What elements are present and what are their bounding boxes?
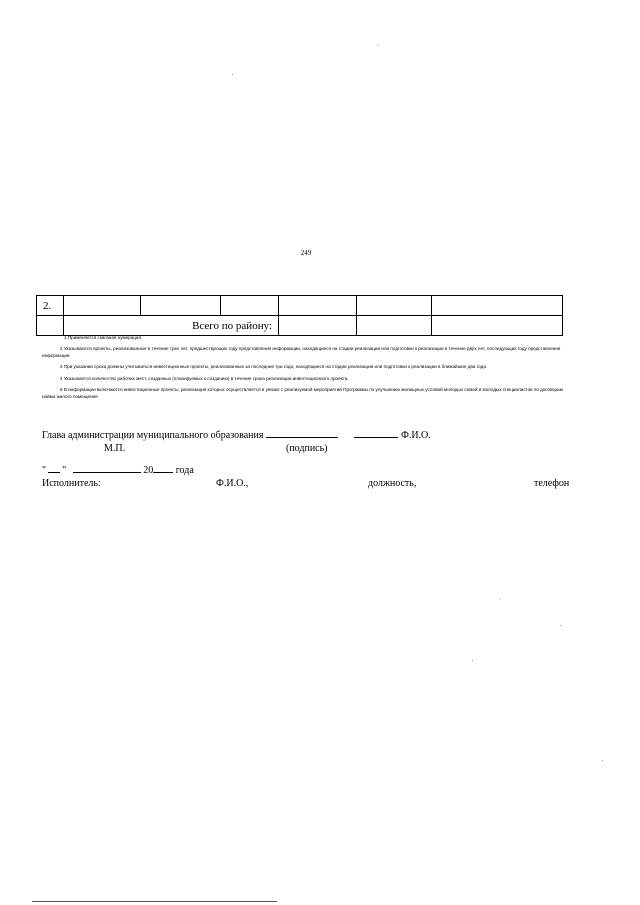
fio-label: Ф.И.О. [400, 430, 431, 441]
scan-speck [602, 760, 603, 761]
month-blank [73, 472, 141, 473]
scan-speck [500, 598, 501, 599]
table-cell [279, 296, 357, 316]
row-number-cell: 2. [37, 296, 64, 316]
date-line: " " 20 года [42, 465, 194, 476]
report-table [36, 295, 563, 336]
table-cell [64, 296, 141, 316]
head-signature-line [42, 430, 431, 441]
scan-speck [472, 660, 473, 661]
scan-speck [378, 45, 379, 46]
executor-position: должность, [368, 478, 417, 489]
executor-phone: телефон [534, 478, 570, 489]
table-cell [432, 296, 563, 316]
year-blank [153, 472, 173, 473]
footnote-3: 3 При указании срока должны учитываться инвестиционные проекты, реализованные за последние три года, находящиеся на стадии реализации или подготовки к реализации в ближайшие два года. [60, 364, 488, 370]
day-blank [48, 472, 60, 473]
executor-label: Исполнитель: [42, 478, 101, 489]
head-label: Глава администрации муниципального образования [42, 430, 264, 441]
table-cell [432, 316, 563, 336]
scan-speck [232, 74, 233, 75]
stamp-label: М.П. [104, 443, 126, 454]
footnotes [42, 335, 570, 405]
footnote-2: 2 Указываются проекты, реализованные в течение трех лет, предшествующих году представления информации, находящиеся на стадии реализации или подготовки к реализации в течение двух лет, последующих году представления информации [42, 346, 561, 359]
page-number: 249 [300, 249, 312, 257]
table-cell [357, 316, 432, 336]
scan-speck [560, 625, 561, 626]
signature-blank [266, 437, 338, 438]
footnote-4: 4 Указывается количество рабочих мест, созданных (планируемых к созданию) в течение срока реализации инвестиционного проекта. [60, 375, 349, 381]
total-label-cell: Всего по району: [64, 316, 279, 336]
footnote-1: 1 Применяется сквозная нумерация. [64, 335, 143, 340]
table-row [37, 296, 563, 316]
executor-fio: Ф.И.О., [216, 478, 249, 489]
page-edge-line [32, 901, 277, 902]
signature-caption: (подпись) [286, 443, 328, 454]
table-cell [37, 316, 64, 336]
table-row-total [37, 316, 563, 336]
table-cell [221, 296, 279, 316]
footnote-5: 5 В информации включаются инвестиционные проекты, реализация которых осуществляется в увязке с реализуемой мероприятий Программы по улучшению жилищных условий молодых семей и молодых специалистов по договорам найма жилого помещения [42, 386, 563, 399]
fio-blank [354, 437, 398, 438]
table-cell [357, 296, 432, 316]
table-cell [279, 316, 357, 336]
table-cell [141, 296, 221, 316]
